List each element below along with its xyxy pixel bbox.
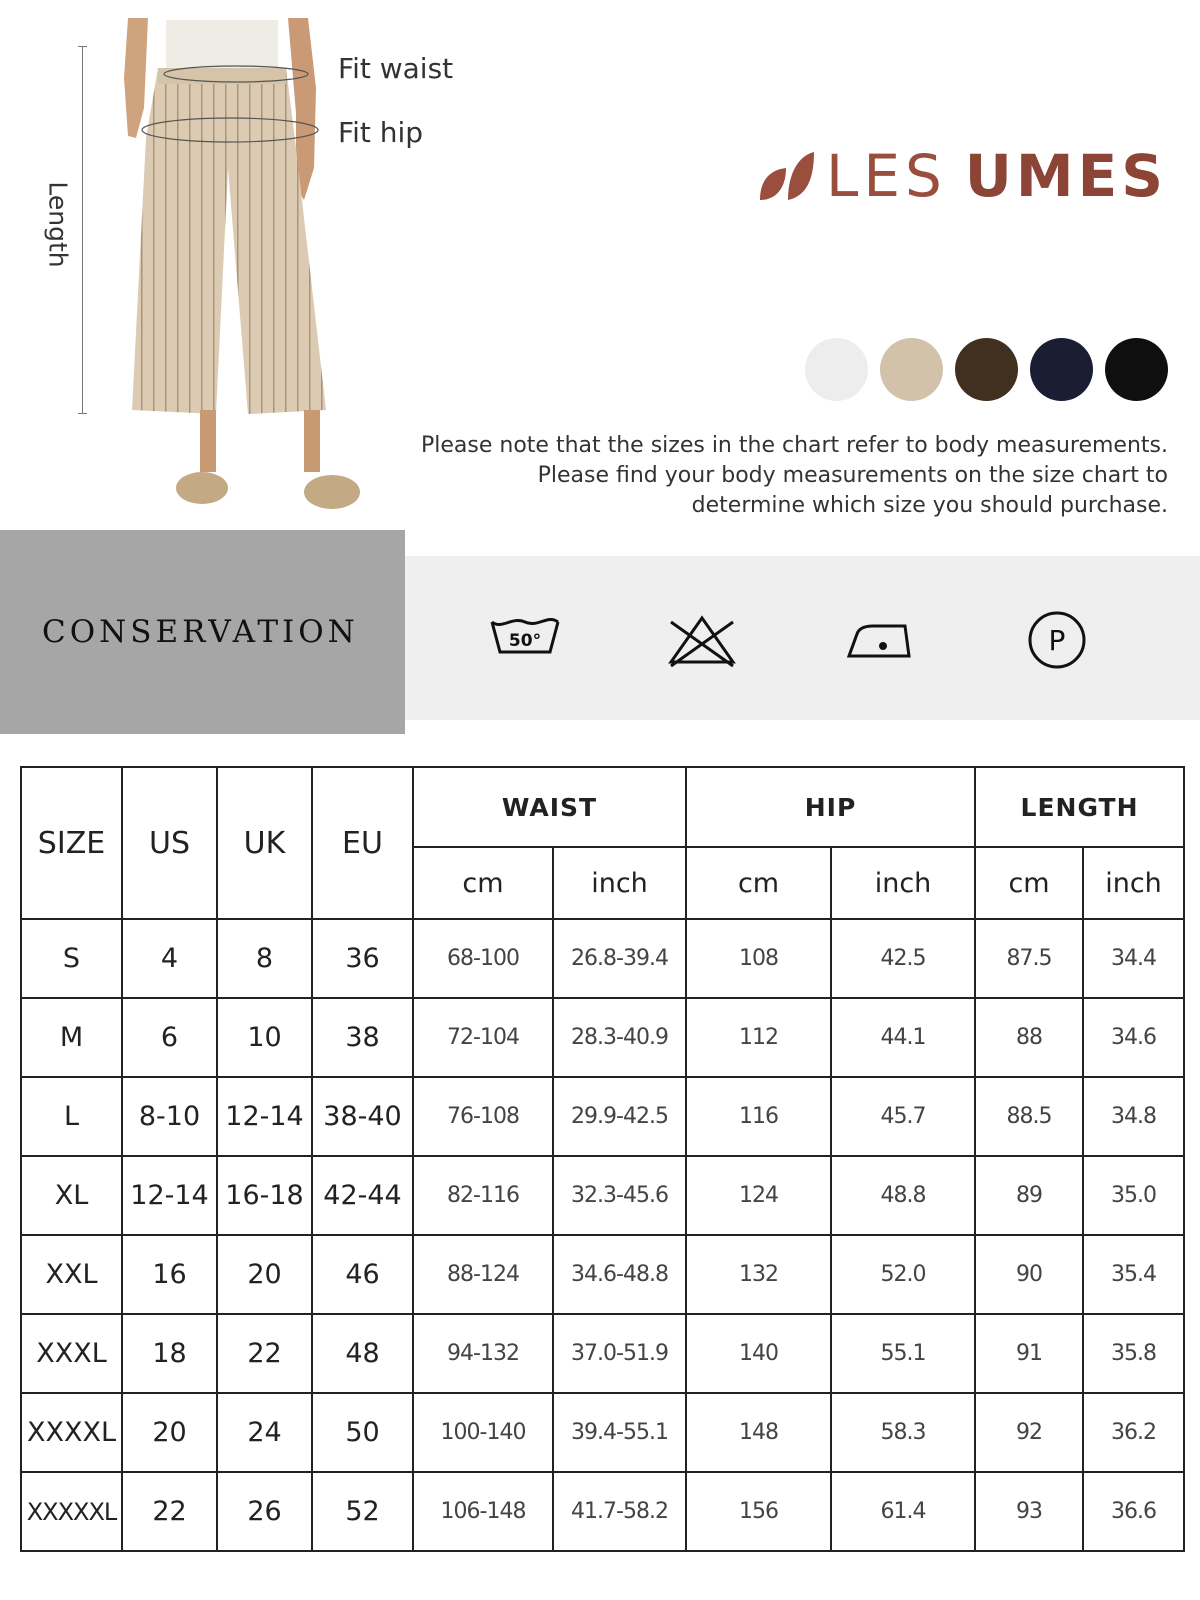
length-inch-cell: 35.0 xyxy=(1083,1156,1184,1235)
conservation-title: CONSERVATION xyxy=(42,614,359,650)
us-cell: 16 xyxy=(122,1235,217,1314)
length-inch-cell: 34.6 xyxy=(1083,998,1184,1077)
note-line-3: determine which size you should purchase. xyxy=(691,493,1168,518)
iron-low-icon xyxy=(843,610,917,670)
table-row xyxy=(21,1314,1184,1393)
length-cm-cell: 88.5 xyxy=(975,1077,1083,1156)
hip-cm-cell: 148 xyxy=(686,1393,831,1472)
size-cell: XXXL xyxy=(21,1314,122,1393)
size-cell: XXXXXL xyxy=(21,1472,122,1551)
size-cell: M xyxy=(21,998,122,1077)
header-length-cm: cm xyxy=(975,847,1083,919)
wash-temp-label: 50° xyxy=(508,631,542,651)
waist-cm-cell: 68-100 xyxy=(413,919,553,998)
us-cell: 22 xyxy=(122,1472,217,1551)
header-hip-cm: cm xyxy=(686,847,831,919)
hip-cm-cell: 108 xyxy=(686,919,831,998)
us-cell: 4 xyxy=(122,919,217,998)
us-cell: 12-14 xyxy=(122,1156,217,1235)
waist-inch-cell: 41.7-58.2 xyxy=(553,1472,686,1551)
waist-cm-cell: 100-140 xyxy=(413,1393,553,1472)
hip-inch-cell: 48.8 xyxy=(831,1156,975,1235)
waist-inch-cell: 29.9-42.5 xyxy=(553,1077,686,1156)
hip-inch-cell: 45.7 xyxy=(831,1077,975,1156)
us-cell: 20 xyxy=(122,1393,217,1472)
header-hip: HIP xyxy=(686,767,975,847)
header-us: US xyxy=(122,767,217,919)
waist-inch-cell: 26.8-39.4 xyxy=(553,919,686,998)
us-cell: 6 xyxy=(122,998,217,1077)
eu-cell: 38-40 xyxy=(312,1077,413,1156)
length-measure-line xyxy=(82,46,83,414)
length-inch-cell: 35.4 xyxy=(1083,1235,1184,1314)
waist-inch-cell: 34.6-48.8 xyxy=(553,1235,686,1314)
length-inch-cell: 36.2 xyxy=(1083,1393,1184,1472)
color-swatch-beige[interactable] xyxy=(880,338,943,401)
waist-inch-cell: 37.0-51.9 xyxy=(553,1314,686,1393)
length-cm-cell: 89 xyxy=(975,1156,1083,1235)
hip-cm-cell: 124 xyxy=(686,1156,831,1235)
dry-clean-p-icon xyxy=(1020,610,1094,670)
hip-cm-cell: 140 xyxy=(686,1314,831,1393)
eu-cell: 36 xyxy=(312,919,413,998)
length-inch-cell: 36.6 xyxy=(1083,1472,1184,1551)
length-cm-cell: 90 xyxy=(975,1235,1083,1314)
eu-cell: 48 xyxy=(312,1314,413,1393)
hip-inch-cell: 61.4 xyxy=(831,1472,975,1551)
waist-inch-cell: 39.4-55.1 xyxy=(553,1393,686,1472)
header-size: SIZE xyxy=(21,767,122,919)
hip-inch-cell: 52.0 xyxy=(831,1235,975,1314)
header-eu: EU xyxy=(312,767,413,919)
hip-cm-cell: 112 xyxy=(686,998,831,1077)
length-cm-cell: 87.5 xyxy=(975,919,1083,998)
eu-cell: 42-44 xyxy=(312,1156,413,1235)
brand-name-light: LES xyxy=(826,142,947,210)
fit-waist-label: Fit waist xyxy=(338,52,454,85)
header-length-inch: inch xyxy=(1083,847,1184,919)
no-bleach-icon xyxy=(665,610,739,670)
dry-clean-letter: P xyxy=(1048,624,1066,657)
uk-cell: 8 xyxy=(217,919,312,998)
waist-cm-cell: 88-124 xyxy=(413,1235,553,1314)
table-row xyxy=(21,1156,1184,1235)
length-cm-cell: 92 xyxy=(975,1393,1083,1472)
size-cell: S xyxy=(21,919,122,998)
hip-cm-cell: 116 xyxy=(686,1077,831,1156)
hip-inch-cell: 55.1 xyxy=(831,1314,975,1393)
size-cell: XXXXL xyxy=(21,1393,122,1472)
wash-50-icon xyxy=(488,610,562,670)
hip-cm-cell: 132 xyxy=(686,1235,831,1314)
uk-cell: 26 xyxy=(217,1472,312,1551)
size-cell: XL xyxy=(21,1156,122,1235)
note-line-1: Please note that the sizes in the chart refer to body measurements. xyxy=(421,433,1168,458)
color-swatch-white[interactable] xyxy=(805,338,868,401)
size-cell: XXL xyxy=(21,1235,122,1314)
header-uk: UK xyxy=(217,767,312,919)
length-inch-cell: 34.8 xyxy=(1083,1077,1184,1156)
eu-cell: 52 xyxy=(312,1472,413,1551)
brand-logo xyxy=(758,142,1167,210)
length-cm-cell: 91 xyxy=(975,1314,1083,1393)
length-label: Length xyxy=(43,181,73,268)
note-line-2: Please find your body measurements on the size chart to xyxy=(537,463,1168,488)
waist-cm-cell: 72-104 xyxy=(413,998,553,1077)
us-cell: 18 xyxy=(122,1314,217,1393)
waist-inch-cell: 32.3-45.6 xyxy=(553,1156,686,1235)
header-waist: WAIST xyxy=(413,767,686,847)
length-inch-cell: 35.8 xyxy=(1083,1314,1184,1393)
uk-cell: 10 xyxy=(217,998,312,1077)
length-cm-cell: 93 xyxy=(975,1472,1083,1551)
header-waist-inch: inch xyxy=(553,847,686,919)
eu-cell: 46 xyxy=(312,1235,413,1314)
uk-cell: 24 xyxy=(217,1393,312,1472)
header-length: LENGTH xyxy=(975,767,1184,847)
eu-cell: 50 xyxy=(312,1393,413,1472)
color-swatch-black[interactable] xyxy=(1105,338,1168,401)
waist-cm-cell: 106-148 xyxy=(413,1472,553,1551)
color-swatch-brown[interactable] xyxy=(955,338,1018,401)
hip-inch-cell: 58.3 xyxy=(831,1393,975,1472)
brand-name-bold: UMES xyxy=(964,142,1167,210)
waist-inch-cell: 28.3-40.9 xyxy=(553,998,686,1077)
us-cell: 8-10 xyxy=(122,1077,217,1156)
table-row xyxy=(21,919,1184,998)
uk-cell: 22 xyxy=(217,1314,312,1393)
size-chart-table xyxy=(20,766,1185,1552)
waist-cm-cell: 76-108 xyxy=(413,1077,553,1156)
table-row xyxy=(21,1235,1184,1314)
header-hip-inch: inch xyxy=(831,847,975,919)
table-row xyxy=(21,1393,1184,1472)
waist-cm-cell: 82-116 xyxy=(413,1156,553,1235)
waist-cm-cell: 94-132 xyxy=(413,1314,553,1393)
table-row xyxy=(21,1472,1184,1551)
size-cell: L xyxy=(21,1077,122,1156)
uk-cell: 12-14 xyxy=(217,1077,312,1156)
header-waist-cm: cm xyxy=(413,847,553,919)
hip-inch-cell: 44.1 xyxy=(831,998,975,1077)
size-note xyxy=(408,431,1168,521)
hip-inch-cell: 42.5 xyxy=(831,919,975,998)
length-cm-cell: 88 xyxy=(975,998,1083,1077)
color-swatch-navy[interactable] xyxy=(1030,338,1093,401)
uk-cell: 16-18 xyxy=(217,1156,312,1235)
uk-cell: 20 xyxy=(217,1235,312,1314)
hip-cm-cell: 156 xyxy=(686,1472,831,1551)
leaf-logo-icon xyxy=(758,150,816,202)
eu-cell: 38 xyxy=(312,998,413,1077)
table-row xyxy=(21,998,1184,1077)
model-pants-image xyxy=(100,18,380,528)
fit-hip-label: Fit hip xyxy=(338,116,424,149)
table-row xyxy=(21,1077,1184,1156)
length-inch-cell: 34.4 xyxy=(1083,919,1184,998)
